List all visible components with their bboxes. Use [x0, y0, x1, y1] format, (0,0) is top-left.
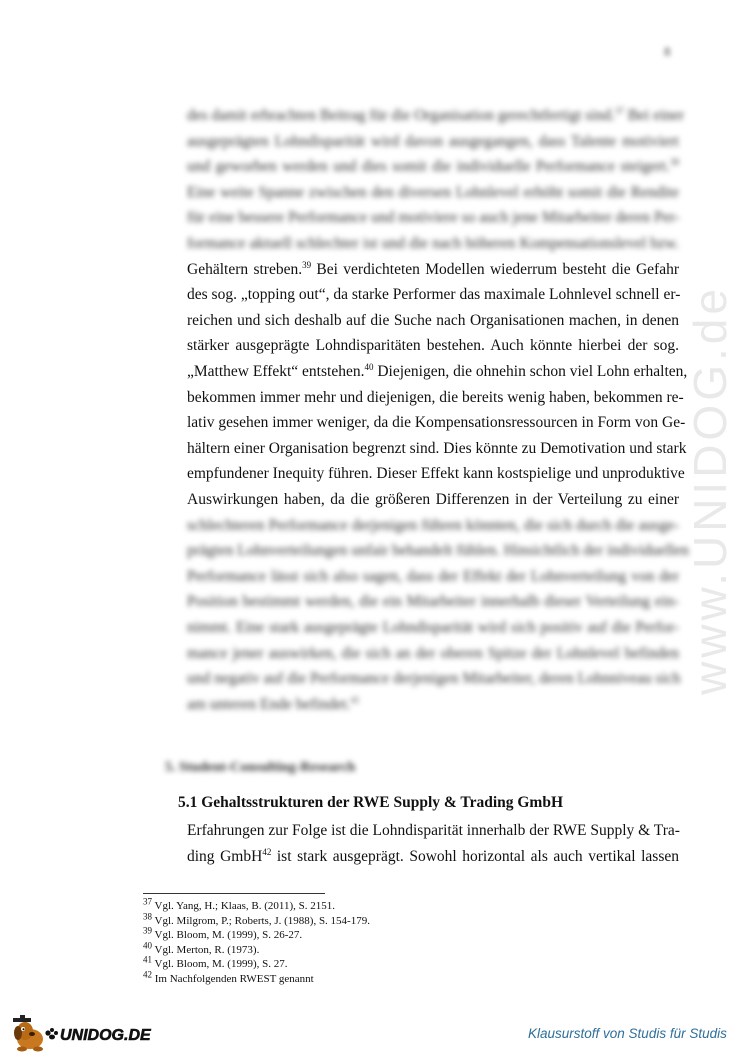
line-text: reichen und sich deshalb auf die Suche nach Organisationen machen, in denen — [187, 311, 679, 329]
text-line — [187, 589, 679, 615]
footnote — [143, 940, 370, 958]
text-line — [187, 257, 679, 283]
line-text: schlechteren Performance derjenigen führen könnten, die sich durch die ausge- — [187, 516, 679, 534]
text-line — [187, 513, 679, 539]
text-line — [187, 359, 688, 385]
text-line — [187, 844, 679, 870]
footnote-reference[interactable]: 38 — [670, 157, 679, 168]
footnote-text: Vgl. Bloom, M. (1999), S. 27. — [152, 958, 288, 971]
line-text: Eine weite Spanne zwischen den diversen Lohnlevel erhöht somit die Rendite — [187, 183, 679, 201]
line-text: mance jener auswirken, die sich an der oberen Spitze der Lohnlevel befinden — [187, 644, 679, 662]
footnote — [143, 896, 370, 914]
line-text: Auswirkungen haben, da die größeren Differenzen in der Verteilung zu einer — [187, 491, 679, 508]
footnote — [143, 969, 370, 987]
line-text: empfundener Inequity führen. Dieser Effekt kann kostspielige und unproduktive — [187, 465, 685, 483]
text-line — [187, 333, 679, 359]
text-line — [187, 564, 679, 590]
line-text: Performance lässt sich also sagen, dass der Effekt der Lohnverteilung von der — [187, 567, 679, 585]
line-text: bekommen immer mehr und diejenigen, die bereits wenig haben, bekommen re- — [187, 388, 684, 406]
text-line — [187, 641, 679, 667]
line-text: lativ gesehen immer weniger, da die Kompensationsressourcen in Form von Ge- — [187, 414, 686, 432]
footnote — [143, 910, 370, 929]
footnote-reference[interactable]: 37 — [614, 105, 624, 116]
dog-mascot-icon — [13, 1015, 43, 1052]
text-line — [187, 461, 685, 487]
footnote-text: Vgl. Milgrom, P.; Roberts, J. (1988), S. 154-179. — [152, 914, 370, 927]
text-line — [187, 308, 679, 334]
footnote-number: 42 — [143, 969, 152, 980]
line-text: des sog. „topping out“, da starke Performer das maximale Lohnlevel schnell er- — [187, 286, 681, 304]
watermark: www.UNIDOG.de — [684, 285, 736, 695]
line-text: ausgeprägten Lohndisparität wird davon ausgegangen, dass Talente motiviert — [187, 132, 679, 150]
footnote — [143, 954, 370, 972]
line-text: formance aktuell schlechter ist und die nach höheren Kompensationslevel bzw. — [187, 235, 679, 252]
line-text: Erfahrungen zur Folge ist die Lohndisparität innerhalb der RWE Supply & Tra- — [187, 822, 680, 839]
line-text: Position bestimmt werden, die ein Mitarbeiter innerhalb dieser Verteilung ein- — [187, 593, 679, 611]
footnote-separator — [143, 893, 325, 894]
line-text: hältern einer Organisation begrenzt sind. Dies könnte zu Demotivation und stark — [187, 439, 687, 457]
tagline: Klausurstoff von Studis für Studis — [528, 1026, 727, 1041]
line-text: des damit erbrachten Beitrag für die Organisation gerechtfertigt sind. — [187, 107, 615, 124]
footnote — [143, 925, 370, 943]
page-number: 8 — [664, 44, 671, 59]
text-line — [187, 154, 679, 180]
line-text: stärker ausgeprägte Lohndisparitäten bestehen. Auch könnte hierbei der sog. — [187, 337, 679, 355]
text-line — [187, 410, 686, 436]
line-text: Gehältern streben. — [187, 260, 303, 278]
line-text: und negativ auf die Performance derjenigen Mitarbeiter, deren Lohnniveau sich — [187, 670, 681, 688]
text-line — [187, 385, 684, 411]
line-text-continuation: Bei einer — [623, 107, 685, 124]
footnote-number: 37 — [143, 896, 152, 907]
footnote-text: Vgl. Bloom, M. (1999), S. 26-27. — [152, 929, 303, 942]
paw-print-icon — [45, 1028, 58, 1039]
line-text: für eine bessere Performance und motiviere so auch jene Mitarbeiter deren Per- — [187, 209, 680, 227]
line-text-continuation: ist stark ausgeprägt. Sowohl horizontal als auch vertikal lassen — [271, 847, 680, 865]
text-line — [187, 231, 679, 257]
text-line — [187, 538, 689, 564]
subsection-heading: 5.1 Gehaltsstrukturen der RWE Supply & Trading GmbH — [178, 794, 564, 811]
footnote-number: 38 — [143, 910, 152, 921]
line-text: nimmt. Eine stark ausgeprägte Lohndisparität wird sich positiv auf die Perfor- — [187, 619, 679, 636]
text-line — [187, 487, 679, 513]
text-line — [187, 692, 679, 718]
footnote-text: Vgl. Yang, H.; Klaas, B. (2011), S. 2151. — [152, 900, 336, 912]
footnote-reference[interactable]: 40 — [364, 361, 374, 372]
section-heading: 5. Student-Consulting-Research — [165, 760, 356, 775]
footnote-reference[interactable]: 39 — [302, 259, 312, 270]
footnote-number: 40 — [143, 940, 152, 951]
unidog-logo[interactable] — [8, 1013, 158, 1053]
footnote-number: 39 — [143, 925, 152, 936]
text-line — [187, 436, 687, 462]
logo-text: UNIDOG.DE — [60, 1027, 151, 1044]
footnote-reference[interactable]: 42 — [262, 846, 272, 857]
line-text: am unteren Ende befindet. — [187, 695, 351, 713]
footnote-number: 41 — [143, 954, 152, 965]
line-text: ding GmbH — [187, 847, 263, 865]
line-text-continuation: Bei verdichteten Modellen wiederrum besteht die Gefahr — [311, 260, 679, 278]
footnote-reference[interactable]: 41 — [350, 694, 360, 705]
text-line — [187, 103, 685, 129]
text-line — [187, 615, 679, 641]
text-line — [187, 205, 679, 231]
text-line — [187, 129, 679, 155]
line-text: und geworben werden und dies somit die individuelle Performance steigert. — [187, 158, 670, 176]
footnote-text: Vgl. Merton, R. (1973). — [152, 943, 260, 956]
line-text-continuation: Diejenigen, die ohnehin schon viel Lohn erhalten, — [373, 363, 688, 380]
line-text: prägten Lohnverteilungen unfair behandelt fühlen. Hinsichtlich der individuellen — [187, 542, 689, 560]
footnote-text: Im Nachfolgenden RWEST genannt — [152, 972, 314, 985]
text-line — [187, 818, 679, 844]
text-line — [187, 180, 679, 206]
line-text: „Matthew Effekt“ entstehen. — [187, 363, 365, 380]
text-line — [187, 282, 679, 308]
text-line — [187, 666, 679, 692]
footnotes — [143, 896, 370, 987]
